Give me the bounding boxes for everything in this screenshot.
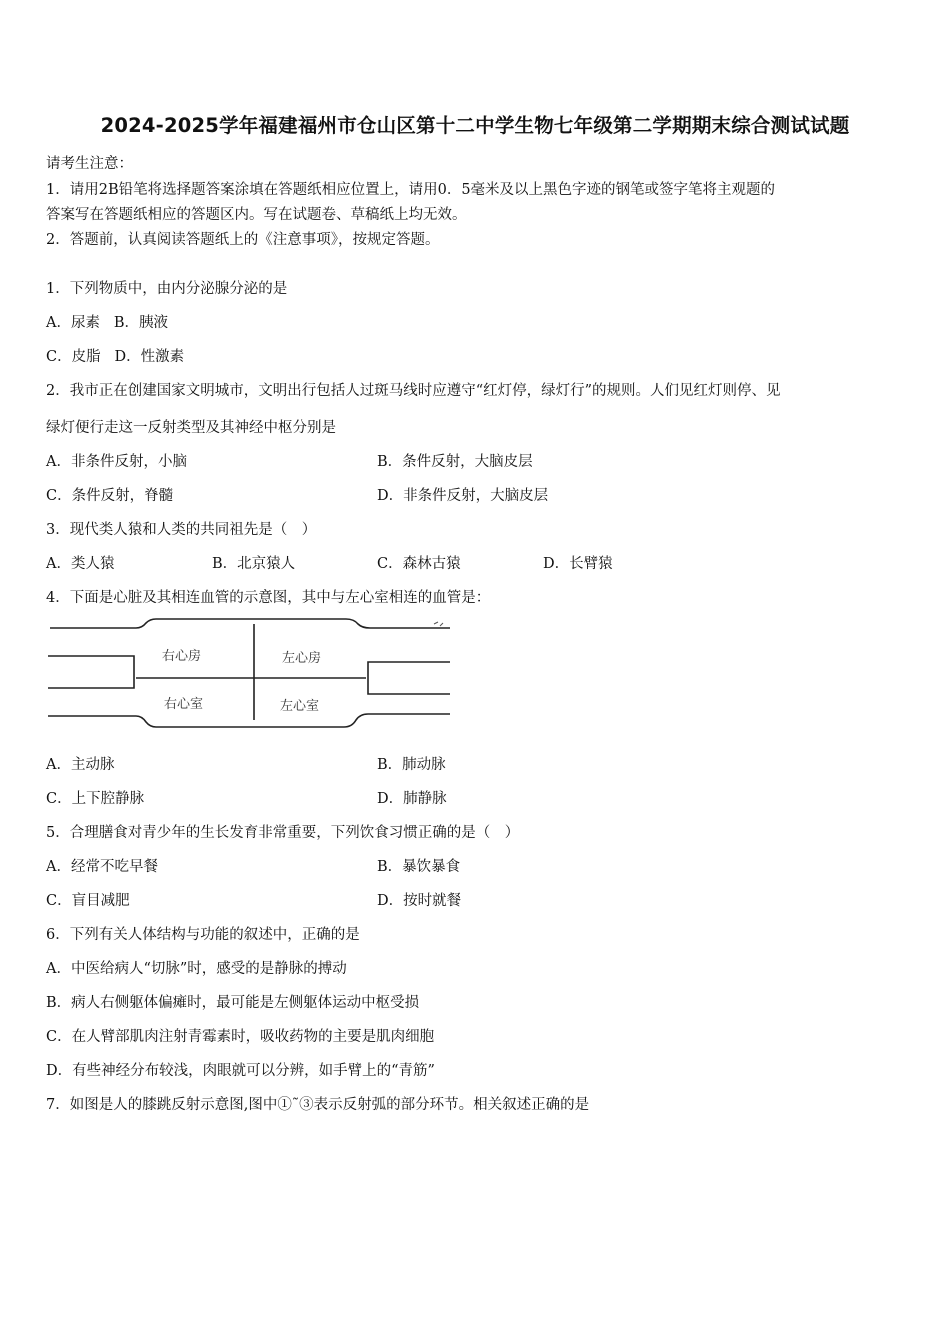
q6-option-b: B．病人右侧躯体偏瘫时，最可能是左侧躯体运动中枢受损 (46, 995, 420, 1011)
q5-option-a: A．经常不吃早餐 (46, 859, 158, 875)
page-title: 2024-2025学年福建福州市仓山区第十二中学生物七年级第二学期期末综合测试试题 (100, 114, 850, 137)
heart-top-right-line (256, 619, 450, 628)
label-left-ventricle: 左心室 (280, 699, 320, 714)
label-left-atrium: 左心房 (282, 651, 322, 666)
scan-mark (434, 622, 443, 626)
q1-option-d: D．性激素 (114, 349, 185, 365)
q2-option-a: A．非条件反射，小脑 (46, 454, 187, 470)
q2-option-b: B．条件反射，大脑皮层 (377, 454, 533, 470)
q1-option-b: B．胰液 (113, 315, 168, 331)
label-right-atrium: 右心房 (162, 649, 202, 664)
q4-option-a: A．主动脉 (46, 757, 115, 773)
right-vessel (368, 662, 450, 694)
notice-line-1a: 1．请用2B铅笔将选择题答案涂填在答题纸相应位置上，请用0．5毫米及以上黑色字迹的钢笔或签字笔将主观题的 (46, 182, 776, 198)
q3-stem: 3．现代类人猿和人类的共同祖先是（ ） (46, 522, 317, 538)
q1-option-c: C．皮脂 (46, 349, 101, 365)
q4-option-d: D．肺静脉 (377, 791, 447, 807)
q1-stem: 1．下列物质中，由内分泌腺分泌的是 (46, 281, 288, 297)
heart-top-left-line (50, 619, 256, 628)
heart-bottom-right-line (256, 714, 450, 727)
label-right-ventricle: 右心室 (164, 697, 204, 712)
q2-stem-a: 2．我市正在创建国家文明城市，文明出行包括人过斑马线时应遵守“红灯停，绿灯行”的规则。人们见红灯则停、见 (46, 383, 781, 399)
q5-stem: 5．合理膳食对青少年的生长发育非常重要，下列饮食习惯正确的是（ ） (46, 825, 520, 841)
q4-option-c: C．上下腔静脉 (46, 791, 145, 807)
q2-stem-b: 绿灯便行走这一反射类型及其神经中枢分别是 (46, 420, 336, 436)
heart-bottom-left-line (48, 716, 256, 727)
q1-options-row2 (46, 345, 184, 366)
q1-option-a: A．尿素 (46, 315, 100, 331)
q5-option-d: D．按时就餐 (377, 893, 462, 909)
q4-stem: 4．下面是心脏及其相连血管的示意图，其中与左心室相连的血管是： (46, 590, 491, 606)
q6-option-a: A．中医给病人“切脉”时，感受的是静脉的搏动 (46, 961, 347, 977)
q1-options-row1 (46, 311, 168, 332)
q3-option-b: B．北京猿人 (212, 556, 296, 572)
left-vessel (48, 656, 134, 688)
q5-option-c: C．盲目减肥 (46, 893, 130, 909)
q6-option-c: C．在人臂部肌肉注射青霉素时，吸收药物的主要是肌肉细胞 (46, 1029, 435, 1045)
notice-heading: 请考生注意： (46, 156, 133, 172)
q3-option-a: A．类人猿 (46, 556, 115, 572)
notice-line-1b: 答案写在答题纸相应的答题区内。写在试题卷、草稿纸上均无效。 (46, 207, 467, 223)
q3-option-d: D．长臂猿 (543, 556, 613, 572)
q2-option-d: D．非条件反射，大脑皮层 (377, 488, 549, 504)
q7-stem: 7．如图是人的膝跳反射示意图,图中①˜③表示反射弧的部分环节。相关叙述正确的是 (46, 1097, 590, 1113)
q5-option-b: B．暴饮暴食 (377, 859, 461, 875)
q6-stem: 6．下列有关人体结构与功能的叙述中，正确的是 (46, 927, 360, 943)
q4-option-b: B．肺动脉 (377, 757, 446, 773)
q6-option-d: D．有些神经分布较浅，肉眼就可以分辨，如手臂上的“青筋” (46, 1063, 435, 1079)
q2-option-c: C．条件反射，脊髓 (46, 488, 174, 504)
q3-option-c: C．森林古猿 (377, 556, 461, 572)
heart-diagram (44, 616, 454, 736)
notice-line-2: 2．答题前，认真阅读答题纸上的《注意事项》，按规定答题。 (46, 232, 440, 248)
